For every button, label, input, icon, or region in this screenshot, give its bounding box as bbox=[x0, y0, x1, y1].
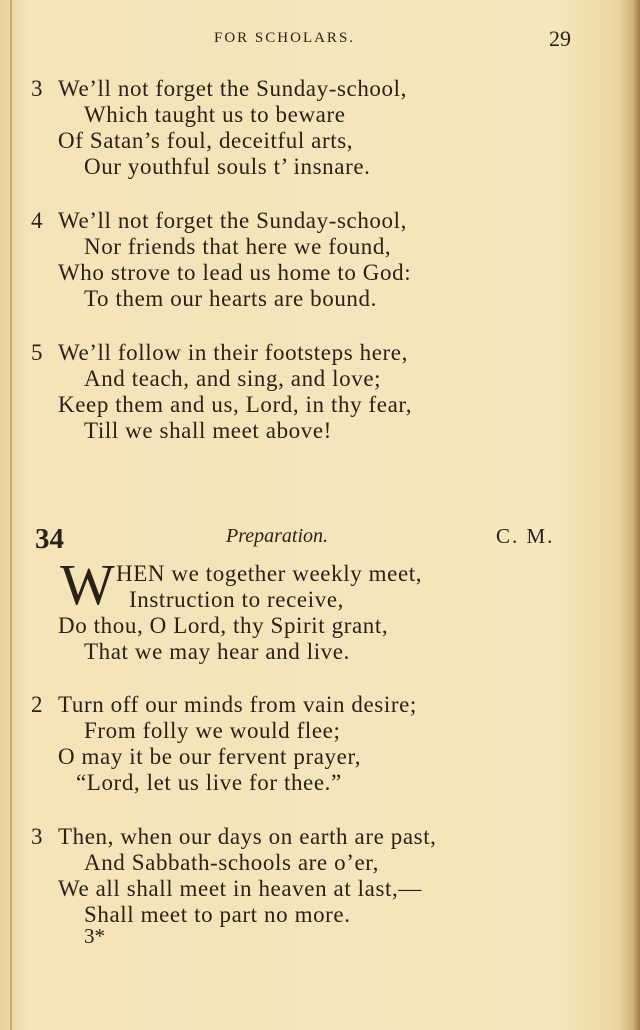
verse-number: 2 bbox=[31, 692, 43, 717]
verse-line: Which taught us to beware bbox=[84, 102, 346, 127]
verse-line: And Sabbath-schools are o’er, bbox=[84, 850, 379, 875]
verse-line: Keep them and us, Lord, in thy fear, bbox=[58, 392, 413, 417]
verse-line: We all shall meet in heaven at last,— bbox=[58, 876, 422, 901]
verse-line: “Lord, let us live for thee.” bbox=[76, 770, 342, 795]
verse-line: O may it be our fervent prayer, bbox=[58, 744, 362, 769]
hymn-title: Preparation. bbox=[226, 525, 329, 547]
verse-line: We’ll not forget the Sunday-school, bbox=[58, 208, 407, 233]
drop-cap: W bbox=[60, 552, 115, 617]
verse-line: Nor friends that here we found, bbox=[84, 234, 392, 259]
verse-line: Instruction to receive, bbox=[129, 587, 344, 612]
verse-line: Our youthful souls t’ insnare. bbox=[84, 154, 371, 179]
verse-line: Who strove to lead us home to God: bbox=[58, 260, 412, 285]
verse-line: Turn off our minds from vain desire; bbox=[58, 692, 417, 717]
verse-number: 3 bbox=[31, 824, 43, 849]
verse-line: That we may hear and live. bbox=[84, 639, 350, 664]
hymn-number: 34 bbox=[35, 523, 64, 555]
verse-line: HEN we together weekly meet, bbox=[116, 561, 423, 586]
verse-line: Till we shall meet above! bbox=[84, 418, 332, 443]
page-gutter bbox=[10, 0, 12, 1030]
page-edge bbox=[632, 0, 640, 1030]
signature-mark: 3* bbox=[84, 924, 105, 948]
verse-line: To them our hearts are bound. bbox=[84, 286, 377, 311]
verse-line: From folly we would flee; bbox=[84, 718, 341, 743]
verse-line: Then, when our days on earth are past, bbox=[58, 824, 437, 849]
verse-line: And teach, and sing, and love; bbox=[84, 366, 382, 391]
verse-line: We’ll follow in their footsteps here, bbox=[58, 340, 408, 365]
verse-number: 5 bbox=[31, 340, 43, 365]
running-head: FOR SCHOLARS. bbox=[214, 30, 356, 46]
verse-line: Do thou, O Lord, thy Spirit grant, bbox=[58, 613, 389, 638]
verse-number: 3 bbox=[31, 76, 43, 101]
page-number: 29 bbox=[549, 26, 571, 51]
verse-line: We’ll not forget the Sunday-school, bbox=[58, 76, 407, 101]
verse-number: 4 bbox=[31, 208, 43, 233]
verse-line: Shall meet to part no more. bbox=[84, 902, 351, 927]
hymn-meter: C. M. bbox=[496, 524, 555, 548]
verse-line: Of Satan’s foul, deceitful arts, bbox=[58, 128, 354, 153]
